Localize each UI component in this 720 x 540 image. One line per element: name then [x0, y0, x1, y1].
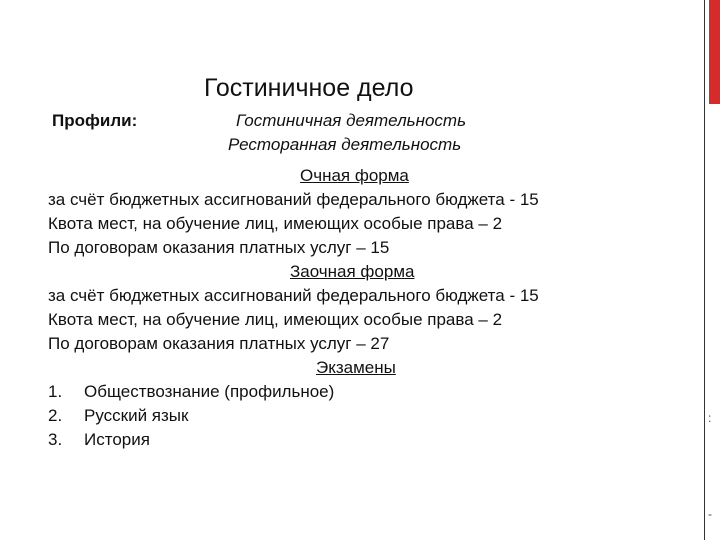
exam-item — [48, 428, 150, 452]
part-time-budget: за счёт бюджетных ассигнований федерального бюджета - 15 — [48, 286, 539, 305]
exam-name: История — [84, 430, 150, 449]
exam-number: 2. — [48, 406, 63, 425]
edge-marker: - — [708, 507, 712, 521]
exam-name: Обществознание (профильное) — [84, 382, 335, 401]
exam-number: 1. — [48, 382, 63, 401]
part-time-quota: Квота мест, на обучение лиц, имеющих особые права – 2 — [48, 310, 503, 329]
profile-hotel: Гостиничная деятельность — [236, 111, 467, 130]
exam-item — [48, 404, 188, 428]
slide-title: Гостиничное дело — [204, 74, 414, 102]
exams-heading: Экзамены — [316, 358, 396, 377]
full-time-budget: за счёт бюджетных ассигнований федерального бюджета - 15 — [48, 190, 539, 209]
full-time-paid: По договорам оказания платных услуг – 15 — [48, 238, 390, 257]
edge-marker: : — [708, 411, 712, 425]
full-time-quota: Квота мест, на обучение лиц, имеющих особые права – 2 — [48, 214, 503, 233]
full-time-heading: Очная форма — [300, 166, 409, 185]
part-time-paid: По договорам оказания платных услуг – 27 — [48, 334, 390, 353]
part-time-heading: Заочная форма — [290, 262, 415, 281]
profiles-label: Профили: — [52, 111, 138, 130]
exam-name: Русский язык — [84, 406, 189, 425]
exam-number: 3. — [48, 430, 63, 449]
red-accent-bar — [709, 0, 720, 104]
exam-item — [48, 380, 334, 404]
profile-restaurant: Ресторанная деятельность — [228, 135, 462, 154]
